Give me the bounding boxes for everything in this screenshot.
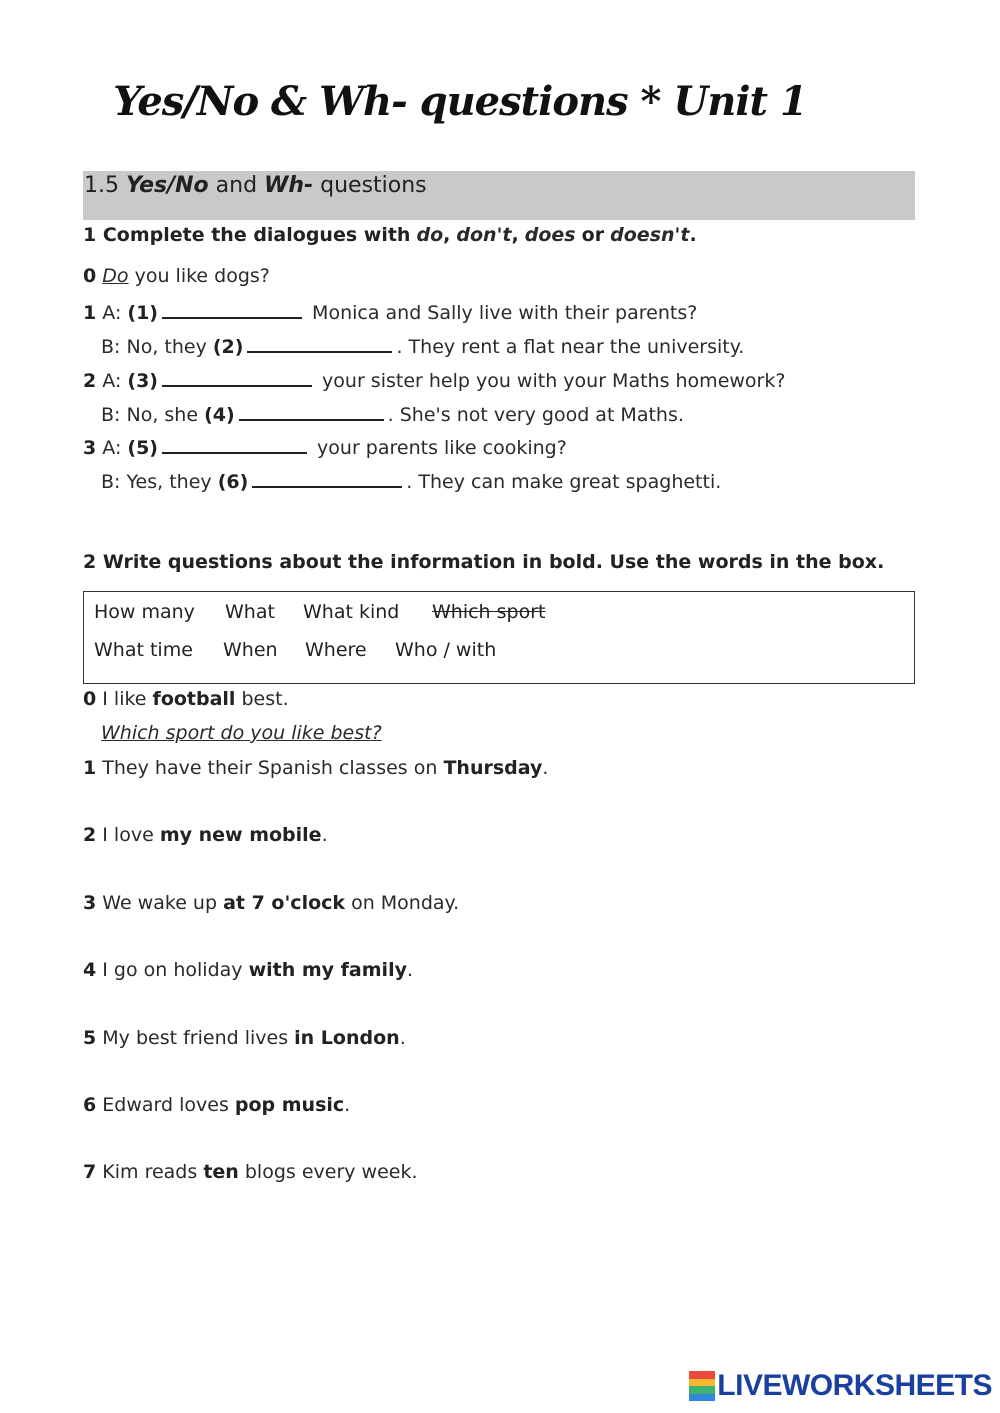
word-box-item: How many xyxy=(94,601,195,623)
word-box-item-used: Which sport xyxy=(432,601,546,623)
ex2-item: 1 They have their Spanish classes on Thursday. xyxy=(83,757,549,779)
worksheet-title: Yes/No & Wh- questions * Unit 1 xyxy=(113,78,807,125)
ex2-example: 0 I like football best. xyxy=(83,688,289,710)
word-box-item: When xyxy=(223,639,278,661)
ex2-example-answer: Which sport do you like best? xyxy=(101,722,382,744)
word-box-item: What time xyxy=(94,639,193,661)
section-header: 1.5 Yes/No and Wh- questions xyxy=(84,173,427,198)
word-box-item: Where xyxy=(305,639,367,661)
ex1-instruction: 1 Complete the dialogues with do, don't, does or doesn't. xyxy=(83,224,697,246)
word-box-item: Who / with xyxy=(395,639,497,661)
ex1-item-2: 2 A: (3) your sister help you with your Maths homework? xyxy=(83,367,785,392)
ex1-item-1: 1 A: (1) Monica and Sally live with their parents? xyxy=(83,299,697,324)
ex2-item: 4 I go on holiday with my family. xyxy=(83,959,414,981)
answer-blank-2[interactable] xyxy=(247,333,392,353)
ex1-example: 0 Do you like dogs? xyxy=(83,265,270,287)
answer-blank-1[interactable] xyxy=(162,299,302,319)
ex2-item: 3 We wake up at 7 o'clock on Monday. xyxy=(83,892,460,914)
ex1-item-3-reply: B: Yes, they (6) . They can make great spaghetti. xyxy=(101,468,721,493)
ex1-item-3: 3 A: (5) your parents like cooking? xyxy=(83,434,567,459)
answer-blank-4[interactable] xyxy=(239,401,384,421)
ex2-item: 2 I love my new mobile. xyxy=(83,824,328,846)
word-box-item: What kind xyxy=(303,601,400,623)
answer-blank-6[interactable] xyxy=(252,468,402,488)
answer-blank-5[interactable] xyxy=(162,434,307,454)
ex2-item: 6 Edward loves pop music. xyxy=(83,1094,351,1116)
liveworksheets-logo: LIVEWORKSHEETS xyxy=(689,1369,992,1403)
ex1-item-1-reply: B: No, they (2) . They rent a flat near the university. xyxy=(101,333,744,358)
word-box xyxy=(83,591,915,684)
word-box-item: What xyxy=(225,601,275,623)
ex2-item: 5 My best friend lives in London. xyxy=(83,1027,406,1049)
ex2-instruction: 2 Write questions about the information in bold. Use the words in the box. xyxy=(83,551,885,573)
liveworksheets-logo-icon xyxy=(689,1371,715,1401)
answer-blank-3[interactable] xyxy=(162,367,312,387)
ex1-item-2-reply: B: No, she (4) . She's not very good at Maths. xyxy=(101,401,684,426)
ex2-item: 7 Kim reads ten blogs every week. xyxy=(83,1161,418,1183)
